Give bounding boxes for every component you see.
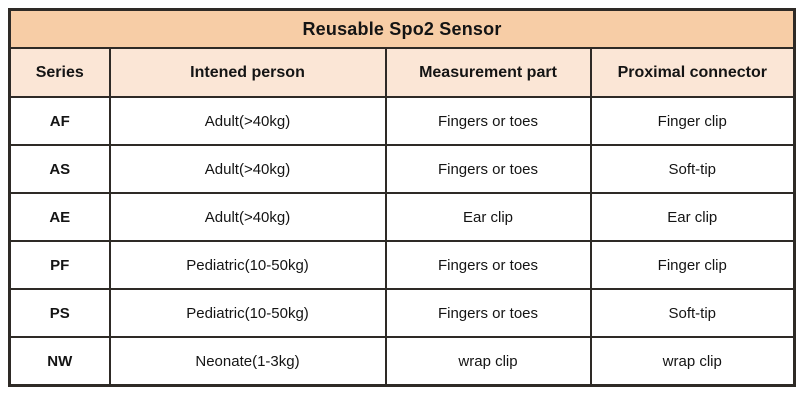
table-header-row bbox=[10, 48, 795, 97]
table-row bbox=[10, 337, 795, 386]
series-cell: AF bbox=[10, 97, 110, 145]
proximal-connector-cell: Finger clip bbox=[591, 97, 795, 145]
series-cell: PS bbox=[10, 289, 110, 337]
intended-person-cell: Pediatric(10-50kg) bbox=[110, 289, 386, 337]
intended-person-cell: Adult(>40kg) bbox=[110, 193, 386, 241]
table-row bbox=[10, 241, 795, 289]
proximal-connector-cell: Soft-tip bbox=[591, 289, 795, 337]
table-title-row bbox=[10, 10, 795, 49]
series-cell: PF bbox=[10, 241, 110, 289]
reusable-spo2-sensor-table bbox=[8, 8, 796, 387]
measurement-part-cell: Ear clip bbox=[386, 193, 591, 241]
table-row bbox=[10, 97, 795, 145]
table-row bbox=[10, 289, 795, 337]
intended-person-cell: Adult(>40kg) bbox=[110, 145, 386, 193]
table-title: Reusable Spo2 Sensor bbox=[10, 10, 795, 49]
series-cell: NW bbox=[10, 337, 110, 386]
measurement-part-cell: wrap clip bbox=[386, 337, 591, 386]
measurement-part-cell: Fingers or toes bbox=[386, 145, 591, 193]
column-header-proximal-connector: Proximal connector bbox=[591, 48, 795, 97]
proximal-connector-cell: Ear clip bbox=[591, 193, 795, 241]
table-row bbox=[10, 145, 795, 193]
proximal-connector-cell: Soft-tip bbox=[591, 145, 795, 193]
series-cell: AS bbox=[10, 145, 110, 193]
intended-person-cell: Adult(>40kg) bbox=[110, 97, 386, 145]
proximal-connector-cell: Finger clip bbox=[591, 241, 795, 289]
measurement-part-cell: Fingers or toes bbox=[386, 241, 591, 289]
intended-person-cell: Neonate(1-3kg) bbox=[110, 337, 386, 386]
measurement-part-cell: Fingers or toes bbox=[386, 97, 591, 145]
column-header-measurement-part: Measurement part bbox=[386, 48, 591, 97]
series-cell: AE bbox=[10, 193, 110, 241]
column-header-intended-person: Intened person bbox=[110, 48, 386, 97]
proximal-connector-cell: wrap clip bbox=[591, 337, 795, 386]
table-row bbox=[10, 193, 795, 241]
column-header-series: Series bbox=[10, 48, 110, 97]
intended-person-cell: Pediatric(10-50kg) bbox=[110, 241, 386, 289]
measurement-part-cell: Fingers or toes bbox=[386, 289, 591, 337]
